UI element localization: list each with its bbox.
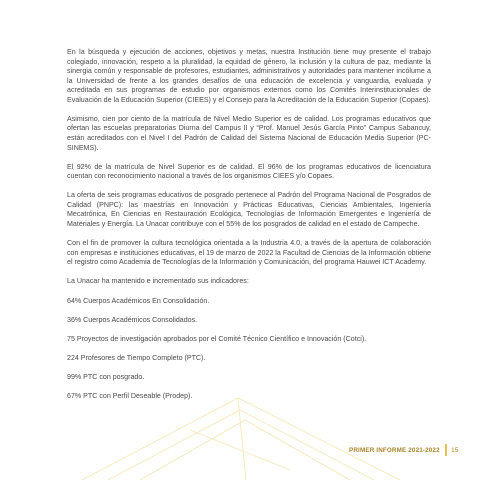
indicators-intro: La Unacar ha mantenido e incrementado sus indicadores: <box>67 277 249 286</box>
paragraph-nivel-superior: El 92% de la matrícula de Nivel Superior es de calidad. El 96% de los programas educativos de licenciatura cuentan con reconocimiento nacional a través de los organismos CIEES y/o Copaes. <box>67 162 431 181</box>
document-body <box>67 48 431 411</box>
indicator-item: 224 Profesores de Tiempo Completo (PTC). <box>67 353 206 362</box>
footer-divider <box>445 444 447 456</box>
indicator-item: 64% Cuerpos Académicos En Consolidación. <box>67 296 210 305</box>
indicator-item: 67% PTC con Perfil Deseable (Prodep). <box>67 392 193 401</box>
paragraph-intro: En la búsqueda y ejecución de acciones, objetivos y metas, nuestra Institución tiene muy presente el trabajo colegiado, innovación, respeto a la pluralidad, la equidad de género, la inclusión y la cultura de paz, mediante la sinergia común y responsable de profesores, estudiantes, administrativos y autoridades para mantener incólume a la Universidad de frente a los grandes desafíos de una educación de excelencia y vanguardia, evaluada y acreditada en sus programas de estudio por organismos externos como los Comités Interinstitucionales de Evaluación de la Educación Superior (CIEES) y el Consejo para la Acreditación de la Educación Superior (Copaes). <box>67 48 431 104</box>
indicator-item: 36% Cuerpos Académicos Consolidados. <box>67 315 198 324</box>
paragraph-nivel-medio-superior: Asimismo, cien por ciento de la matrícula de Nivel Medio Superior es de calidad. Los programas educativos que ofertan las escuelas preparatorias Diurna del Campus II y “Prof. Manuel Jesús García Pinto” Campus Sabancuy, están acreditados con el Nivel I del Padrón de Calidad del Sistema Nacional de Educación Media Superior (PC-SINEMS). <box>67 114 431 152</box>
page-footer <box>349 444 459 456</box>
indicator-item: 99% PTC con posgrado. <box>67 373 145 382</box>
paragraph-posgrado: La oferta de seis programas educativos de posgrado pertenece al Padrón del Programa Nacional de Posgrados de Calidad (PNPC): las maestrías en Innovación y Prácticas Educativas, Ciencias Ambientales, Ingeniería Mecatrónica, En Ciencias en Restauración Ecológica, Tecnologías de Información Emergentes e Ingeniería de Materiales y Energía. La Unacar contribuye con el 55% de los posgrados de calidad en el estado de Campeche. <box>67 191 431 228</box>
paragraph-industria-4-0: Con el fin de promover la cultura tecnológica orientada a la Industria 4.0, a través de la apertura de colaboración con empresas e instituciones educativas, el 19 de marzo de 2022 la Facultad de Ciencias de la Información obtiene el registro como Academia de Tecnologías de la Información y Comunicación, del programa Hauwei ICT Academy. <box>67 239 431 267</box>
indicator-item: 75 Proyectos de investigación aprobados por el Comité Técnico Científico e Innovación (Cotci). <box>67 334 367 343</box>
page-number: 15 <box>450 446 459 454</box>
footer-report-title: PRIMER INFORME 2021-2022 <box>349 446 440 454</box>
